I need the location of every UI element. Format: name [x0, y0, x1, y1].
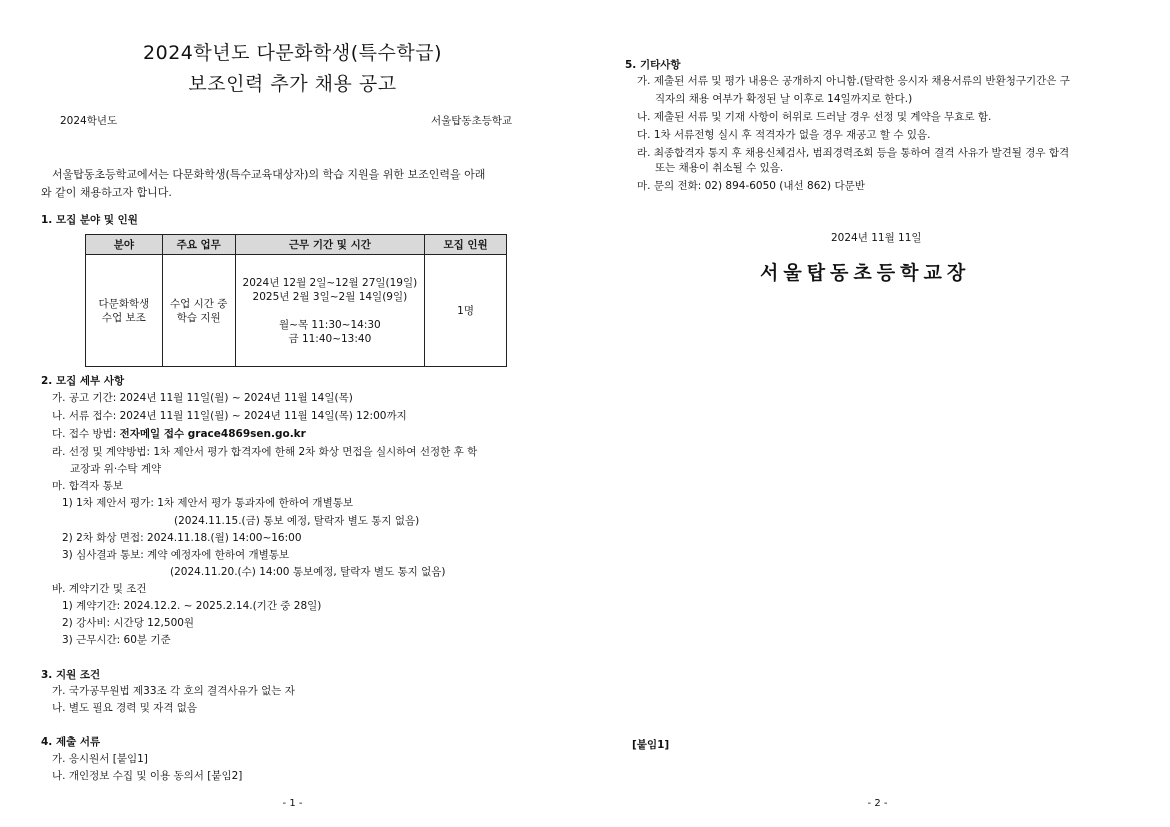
duty-cell: [162, 255, 235, 367]
misc-line: 라. 최종합격자 통지 후 채용신체검사, 범죄경력조회 등을 통하여 결격 사유가 발견될 경우 합격: [637, 147, 1070, 159]
table-header-cell: 모집 인원: [425, 235, 507, 255]
detail-line: 바. 계약기간 및 조건: [52, 583, 147, 595]
period-cell: [235, 255, 425, 367]
attachment-label: [붙임1]: [632, 739, 670, 751]
section2-heading: 2. 모집 세부 사항: [41, 375, 125, 387]
detail-line: 가. 공고 기간: 2024년 11월 11일(월) ~ 2024년 11월 14일(목): [52, 392, 353, 404]
document-line: 나. 개인정보 수집 및 이용 동의서 [붙임2]: [52, 770, 243, 782]
document-page-2: [585, 0, 1170, 827]
section3-heading: 3. 지원 조건: [41, 669, 101, 681]
intro-line2: 와 같이 채용하고자 합니다.: [41, 186, 172, 199]
field-line: 수업 보조: [101, 311, 146, 324]
table-header-cell: 분야: [86, 235, 163, 255]
detail-line: 마. 합격자 통보: [52, 480, 123, 492]
detail-line: (2024.11.15.(금) 통보 예정, 탈락자 별도 통지 없음): [174, 515, 420, 527]
detail-line: 1) 1차 제안서 평가: 1차 제안서 평가 통과자에 한하여 개별통보: [62, 497, 354, 509]
detail-line: 1) 계약기간: 2024.12.2. ~ 2025.2.14.(기간 중 28일): [62, 600, 322, 612]
section5-heading: 5. 기타사항: [625, 59, 681, 71]
field-cell: [86, 255, 163, 367]
detail-line: 3) 근무시간: 60분 기준: [62, 634, 171, 646]
detail-line: 나. 서류 접수: 2024년 11월 11일(월) ~ 2024년 11월 14일(목) 12:00까지: [52, 410, 407, 422]
detail-line: 라. 선정 및 계약방법: 1차 제안서 평가 합격자에 한해 2차 화상 면접을 실시하여 선정한 후 학: [52, 446, 478, 458]
detail-line: 2) 강사비: 시간당 12,500원: [62, 617, 195, 629]
duty-line: 수업 시간 중: [169, 297, 228, 310]
page-number: - 2 -: [867, 798, 888, 809]
section4-heading: 4. 제출 서류: [41, 736, 101, 748]
misc-line: 가. 제출된 서류 및 평가 내용은 공개하지 아니함.(탈락한 응시자 채용서류의 반환청구기간은 구: [637, 75, 1070, 87]
field-line: 다문화학생: [98, 297, 150, 310]
recruit-table: [85, 234, 507, 367]
misc-line: 나. 제출된 서류 및 기재 사항이 허위로 드러날 경우 선정 및 계약을 무효로 함.: [637, 111, 992, 123]
condition-line: 나. 별도 필요 경력 및 자격 없음: [52, 702, 198, 714]
submit-method-email: 전자메일 접수 grace4869sen.go.kr: [119, 428, 306, 440]
principal-signature: 서울탑동초등학교장: [760, 262, 971, 284]
section1-heading: 1. 모집 분야 및 인원: [41, 214, 138, 226]
table-row: [86, 255, 507, 367]
period-line: 2025년 2월 3일~2월 14일(9일): [252, 290, 408, 303]
detail-line-prefix: 다. 접수 방법:: [52, 428, 120, 440]
year-label: 2024학년도: [60, 115, 118, 127]
duty-line: 학습 지원: [176, 311, 221, 324]
detail-line-submit: [52, 426, 306, 441]
misc-line: 마. 문의 전화: 02) 894-6050 (내선 862) 다문반: [637, 180, 865, 192]
detail-line: (2024.11.20.(수) 14:00 통보예정, 탈락자 별도 통지 없음): [170, 566, 446, 578]
table-header-cell: 근무 기간 및 시간: [235, 235, 425, 255]
notice-date: 2024년 11월 11일: [831, 232, 922, 244]
intro-line1: 서울탑동초등학교에서는 다문화학생(특수교육대상자)의 학습 지원을 위한 보조인력을 아래: [52, 168, 486, 181]
school-label: 서울탑동초등학교: [431, 115, 513, 127]
detail-line: 교장과 위·수탁 계약: [70, 463, 162, 475]
count-cell: 1명: [425, 255, 507, 367]
period-line: 금 11:40~13:40: [288, 332, 372, 345]
notice-title-line2: 보조인력 추가 채용 공고: [188, 73, 397, 95]
period-line: 2024년 12월 2일~12월 27일(19일): [242, 276, 418, 289]
condition-line: 가. 국가공무원법 제33조 각 호의 결격사유가 없는 자: [52, 685, 295, 697]
detail-line: 2) 2차 화상 면접: 2024.11.18.(월) 14:00~16:00: [62, 532, 302, 544]
detail-line: 3) 심사결과 통보: 계약 예정자에 한하여 개별통보: [62, 549, 290, 561]
notice-title-line1: 2024학년도 다문화학생(특수학급): [143, 42, 442, 64]
misc-line: 직자의 채용 여부가 확정된 날 이후로 14일까지로 한다.): [655, 93, 913, 105]
table-header-row: [86, 235, 507, 255]
table-header-cell: 주요 업무: [162, 235, 235, 255]
page-number: - 1 -: [282, 798, 303, 809]
misc-line: 다. 1차 서류전형 실시 후 적격자가 없을 경우 재공고 할 수 있음.: [637, 129, 931, 141]
document-line: 가. 응시원서 [붙임1]: [52, 753, 148, 765]
misc-line: 또는 채용이 취소될 수 있음.: [655, 162, 784, 174]
period-line: 월~목 11:30~14:30: [279, 318, 381, 331]
